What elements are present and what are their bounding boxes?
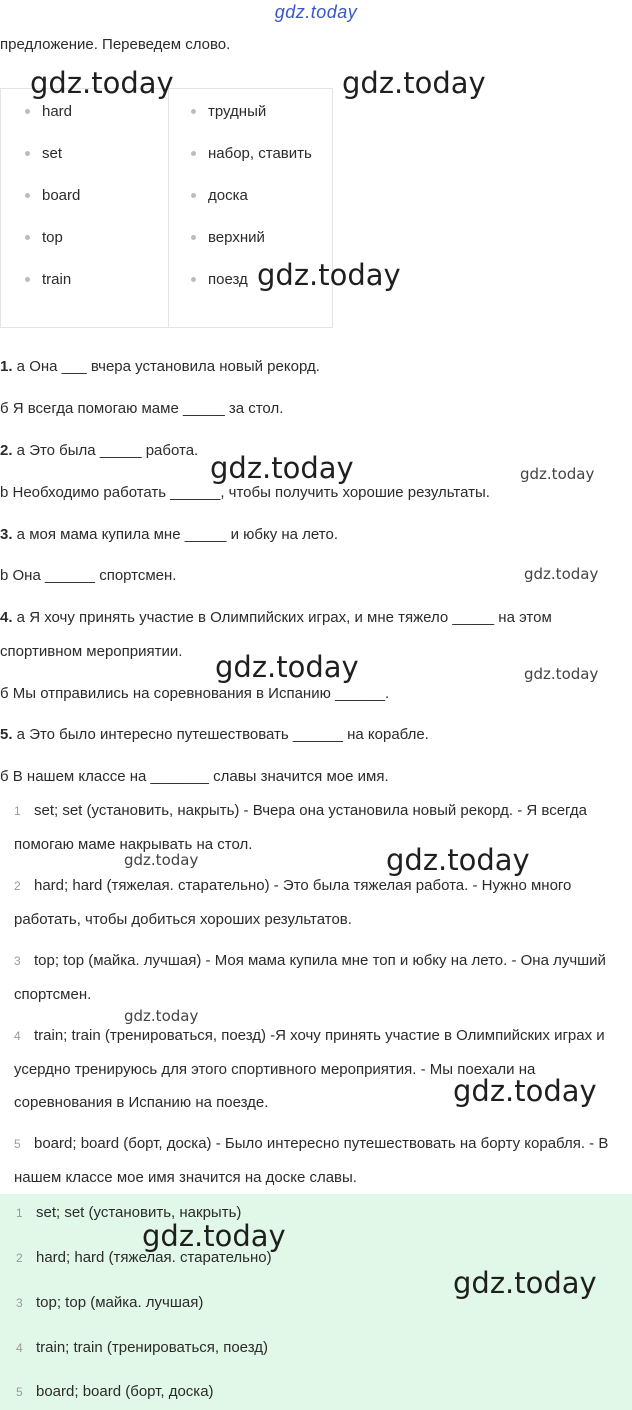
summary-item: 4 train; train (тренироваться, поезд)	[16, 1339, 268, 1356]
vocab-ru-item: трудный	[191, 103, 266, 120]
task-line: спортивном мероприятии.	[0, 643, 183, 660]
answer-item: 3 top; top (майка. лучшая) - Моя мама купила мне топ и юбку на лето. - Она лучший спортсмен.	[14, 952, 606, 1003]
bullet-icon	[191, 193, 196, 198]
watermark: gdz.today	[124, 851, 199, 869]
task-line: б В нашем классе на _______ славы значится мое имя.	[0, 768, 389, 785]
task-line: 2. а Это была _____ работа.	[0, 442, 199, 459]
bullet-icon	[25, 193, 30, 198]
watermark: gdz.today	[342, 66, 486, 100]
task-line: б Я всегда помогаю маме _____ за стол.	[0, 400, 284, 417]
task-line: b Необходимо работать ______, чтобы получить хорошие результаты.	[0, 484, 490, 501]
watermark: gdz.today	[453, 1074, 597, 1108]
site-logo[interactable]: gdz.today	[274, 2, 358, 22]
bullet-icon	[25, 109, 30, 114]
intro-text: предложение. Переведем слово.	[0, 36, 231, 53]
answer-item: 5 board; board (борт, доска) - Было интересно путешествовать на борту корабля. - В нашем классе мое имя значится на доске славы.	[14, 1135, 609, 1186]
watermark: gdz.today	[142, 1219, 286, 1253]
vocabulary-table	[0, 88, 333, 328]
answer-item: 4 train; train (тренироваться, поезд) -Я хочу принять участие в Олимпийских играх и усердно тренируюсь для этого спортивного мероприятия. - Мы поехали на соревнования в Испанию на поезде.	[14, 1027, 605, 1111]
answer-item: 2 hard; hard (тяжелая. старательно) - Это была тяжелая работа. - Нужно много работать, чтобы добиться хороших результатов.	[14, 877, 572, 928]
summary-item: 1 set; set (установить, накрыть)	[16, 1204, 242, 1221]
watermark: gdz.today	[386, 843, 530, 877]
watermark: gdz.today	[453, 1266, 597, 1300]
vocab-en-item: set	[25, 145, 62, 162]
bullet-icon	[25, 235, 30, 240]
vocab-ru-item: верхний	[191, 229, 265, 246]
task-line: 1. а Она ___ вчера установила новый рекорд.	[0, 358, 320, 375]
vocab-ru-item: поезд	[191, 271, 248, 288]
watermark: gdz.today	[30, 66, 174, 100]
task-line: 5. а Это было интересно путешествовать ______ на корабле.	[0, 726, 429, 743]
bullet-icon	[191, 235, 196, 240]
watermark: gdz.today	[215, 650, 359, 684]
bullet-icon	[191, 151, 196, 156]
answer-item: 1 set; set (установить, накрыть) - Вчера она установила новый рекорд. - Я всегда помогаю маме накрывать на стол.	[14, 802, 587, 853]
bullet-icon	[25, 277, 30, 282]
watermark: gdz.today	[257, 258, 401, 292]
vocab-en-item: train	[25, 271, 71, 288]
answer-summary-panel	[0, 1194, 632, 1410]
bullet-icon	[191, 277, 196, 282]
vocab-en-item: top	[25, 229, 63, 246]
watermark: gdz.today	[524, 665, 599, 683]
column-divider	[168, 89, 169, 327]
watermark: gdz.today	[124, 1007, 199, 1025]
task-line: 4. а Я хочу принять участие в Олимпийских играх, и мне тяжело _____ на этом	[0, 609, 552, 626]
task-line: 3. а моя мама купила мне _____ и юбку на лето.	[0, 526, 338, 543]
watermark: gdz.today	[524, 565, 599, 583]
task-line: б Мы отправились на соревнования в Испанию ______.	[0, 685, 390, 702]
bullet-icon	[191, 109, 196, 114]
task-line: b Она ______ спортсмен.	[0, 567, 177, 584]
watermark: gdz.today	[520, 465, 595, 483]
bullet-icon	[25, 151, 30, 156]
watermark: gdz.today	[210, 451, 354, 485]
vocab-ru-item: доска	[191, 187, 248, 204]
vocab-ru-item: набор, ставить	[191, 145, 312, 162]
summary-item: 2 hard; hard (тяжелая. старательно)	[16, 1249, 272, 1266]
summary-item: 3 top; top (майка. лучшая)	[16, 1294, 204, 1311]
vocab-en-item: hard	[25, 103, 72, 120]
vocab-en-item: board	[25, 187, 80, 204]
summary-item: 5 board; board (борт, доска)	[16, 1383, 214, 1400]
